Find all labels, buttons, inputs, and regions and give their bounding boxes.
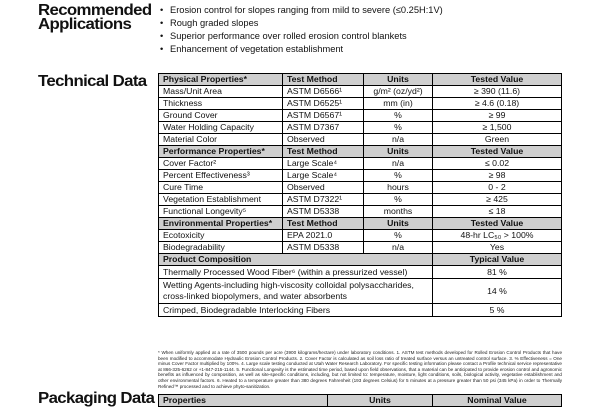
composition-header-row	[159, 254, 562, 266]
header-cell: Tested Value	[433, 74, 562, 86]
table-cell: Cover Factor²	[159, 158, 283, 170]
table-cell: 0 - 2	[433, 182, 562, 194]
table-cell: ASTM D5338	[283, 242, 364, 254]
table-cell: ASTM D7322¹	[283, 194, 364, 206]
table-cell: Mass/Unit Area	[159, 86, 283, 98]
table-cell: ASTM D6567¹	[283, 110, 364, 122]
header-cell: Test Method	[283, 74, 364, 86]
header-cell: Units	[364, 146, 433, 158]
table-cell: Cure Time	[159, 182, 283, 194]
table-row	[159, 230, 562, 242]
table-cell: ≥ 99	[433, 110, 562, 122]
environmental-header-row	[159, 218, 562, 230]
header-cell: Nominal Value	[433, 395, 562, 407]
table-cell: Water Holding Capacity	[159, 122, 283, 134]
table-cell: Percent Effectiveness³	[159, 170, 283, 182]
table-cell: 14 %	[433, 279, 562, 304]
table-cell: Yes	[433, 242, 562, 254]
table-cell: ≥ 425	[433, 194, 562, 206]
table-cell: ≥ 1,500	[433, 122, 562, 134]
table-cell: Green	[433, 134, 562, 146]
table-row	[159, 304, 562, 317]
table-cell: n/a	[364, 158, 433, 170]
header-cell: Test Method	[283, 218, 364, 230]
table-cell: 81 %	[433, 266, 562, 279]
table-row	[159, 279, 562, 304]
table-cell: mm (in)	[364, 98, 433, 110]
table-cell: ASTM D5338	[283, 206, 364, 218]
recommended-applications-list	[160, 4, 560, 56]
table-cell: Biodegradability	[159, 242, 283, 254]
physical-header-row	[159, 74, 562, 86]
table-cell: ≤ 0.02	[433, 158, 562, 170]
table-row	[159, 98, 562, 110]
table-cell: Large Scale⁴	[283, 158, 364, 170]
table-cell: Material Color	[159, 134, 283, 146]
table-cell: Ground Cover	[159, 110, 283, 122]
table-cell: Ecotoxicity	[159, 230, 283, 242]
header-cell: Units	[328, 395, 433, 407]
technical-data-title: Technical Data	[38, 73, 147, 90]
table-cell: g/m² (oz/yd²)	[364, 86, 433, 98]
table-cell: 5 %	[433, 304, 562, 317]
technical-data-table	[158, 73, 562, 317]
table-row	[159, 158, 562, 170]
table-cell: %	[364, 110, 433, 122]
table-cell: Large Scale⁴	[283, 170, 364, 182]
table-cell: ASTM D6525¹	[283, 98, 364, 110]
header-cell: Properties	[159, 395, 328, 407]
list-item: • Enhancement of vegetation establishment	[160, 43, 560, 56]
list-item: • Rough graded slopes	[160, 17, 560, 30]
table-cell: Thermally Processed Wood Fiber⁶ (within a pressurized vessel)	[159, 266, 433, 279]
table-cell: ≤ 18	[433, 206, 562, 218]
table-cell: %	[364, 194, 433, 206]
table-row	[159, 266, 562, 279]
table-row	[159, 170, 562, 182]
header-cell: Environmental Properties*	[159, 218, 283, 230]
packaging-data-table	[158, 394, 562, 407]
table-cell: Wetting Agents-including high-viscosity colloidal polysaccharides, cross-linked biopolymers, and water absorbents	[159, 279, 433, 304]
performance-header-row	[159, 146, 562, 158]
table-cell: Crimped, Biodegradable Interlocking Fibers	[159, 304, 433, 317]
header-cell: Test Method	[283, 146, 364, 158]
table-cell: n/a	[364, 242, 433, 254]
table-cell: Observed	[283, 134, 364, 146]
list-item: • Erosion control for slopes ranging from mild to severe (≤0.25H:1V)	[160, 4, 560, 17]
header-cell: Units	[364, 218, 433, 230]
header-cell: Units	[364, 74, 433, 86]
table-cell: months	[364, 206, 433, 218]
table-cell: hours	[364, 182, 433, 194]
table-cell: 48-hr LC₅₀ > 100%	[433, 230, 562, 242]
header-cell: Typical Value	[433, 254, 562, 266]
table-row	[159, 134, 562, 146]
table-cell: Functional Longevity⁵	[159, 206, 283, 218]
table-row	[159, 86, 562, 98]
header-cell: Tested Value	[433, 146, 562, 158]
table-row	[159, 242, 562, 254]
table-cell: Vegetation Establishment	[159, 194, 283, 206]
table-cell: ASTM D6566¹	[283, 86, 364, 98]
table-cell: EPA 2021.0	[283, 230, 364, 242]
footnote: * When uniformly applied at a rate of 3500 pounds per acre (3900 kilograms/hectare) under laboratory conditions. 1. ASTM test methods developed for Rolled Erosion Control Products that have been modified to accommodate Hydraulic Erosion Control Products. 2. Cover Factor is calculated as soil loss ratio of treated surface versus an untreated control surface. 3. % Effectiveness = One minus Cover Factor multiplied by 100%. 4. Large scale testing conducted at Utah Water Research Laboratory. For specific testing information please contact a Profile technical service representative at 866-325-6262 or +1-847-215-1144. 5. Functional Longevity is the estimated time period, based upon field observations, that a material can be anticipated to provide erosion control and agronomic benefits as influenced by composition, as well as site-specific conditions, including, but not limited to: temperature, moisture, light conditions, soils, biological activity, vegetative establishment and other environmental factors. 6. Heated to a temperature greater than 380 degrees Fahrenheit (193 degrees Celsius) for 5 minutes at a pressure greater than 50 psi (345 kPa) in order to Thermally Refined™ processed and to achieve phyto-sanitization.	[158, 350, 562, 389]
table-cell: Thickness	[159, 98, 283, 110]
table-cell: %	[364, 230, 433, 242]
table-row	[159, 206, 562, 218]
table-row	[159, 182, 562, 194]
table-cell: ≥ 390 (11.6)	[433, 86, 562, 98]
header-cell: Product Composition	[159, 254, 433, 266]
recommended-applications-title: Recommended Applications	[38, 2, 152, 33]
table-header-row	[159, 395, 562, 407]
table-cell: %	[364, 122, 433, 134]
table-cell: Observed	[283, 182, 364, 194]
table-cell: %	[364, 170, 433, 182]
table-cell: ≥ 4.6 (0.18)	[433, 98, 562, 110]
header-cell: Tested Value	[433, 218, 562, 230]
header-cell: Physical Properties*	[159, 74, 283, 86]
table-row	[159, 110, 562, 122]
table-cell: ≥ 98	[433, 170, 562, 182]
table-row	[159, 122, 562, 134]
list-item: • Superior performance over rolled erosion control blankets	[160, 30, 560, 43]
table-cell: ASTM D7367	[283, 122, 364, 134]
packaging-data-title: Packaging Data	[38, 390, 155, 407]
table-cell: n/a	[364, 134, 433, 146]
table-row	[159, 194, 562, 206]
header-cell: Performance Properties*	[159, 146, 283, 158]
